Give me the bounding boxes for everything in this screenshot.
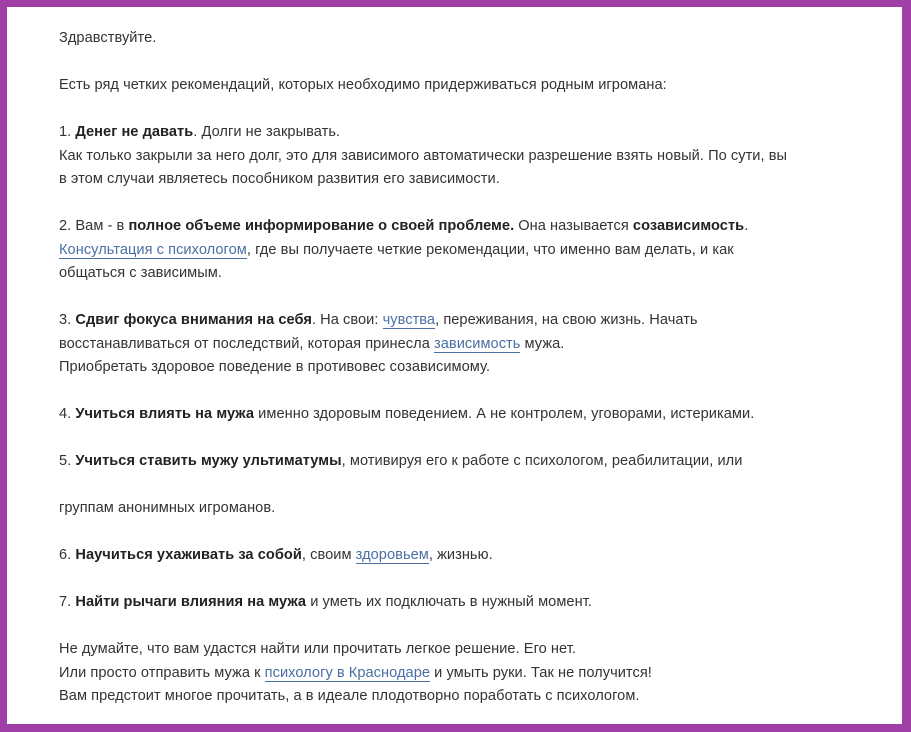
closing-paragraph	[59, 638, 859, 709]
spacer	[59, 380, 859, 404]
rec-1-heading: Денег не давать	[75, 124, 194, 140]
health-link[interactable]: здоровьем	[355, 547, 429, 563]
spacer	[59, 474, 859, 498]
recommendation-2	[59, 215, 859, 286]
article-body	[59, 27, 859, 709]
rec-6-number: 6.	[59, 547, 76, 563]
spacer	[59, 51, 859, 75]
rec-1-number: 1.	[59, 124, 76, 140]
greeting: Здравствуйте.	[59, 30, 157, 46]
rec-1-line-2: Как только закрыли за него долг, это для зависимого автоматически разрешение взять новый. По сути, вы	[59, 147, 788, 164]
rec-3-line-2	[59, 333, 859, 357]
rec-3-heading: Сдвиг фокуса внимания на себя	[75, 312, 312, 328]
rec-6-text-a: , своим	[301, 547, 356, 563]
rec-6-text-b: , жизнью.	[428, 547, 493, 563]
closing-text-b: и умыть руки. Так не получится!	[430, 664, 652, 681]
rec-4-number: 4.	[59, 406, 76, 422]
spacer	[59, 521, 859, 545]
rec-1-text: . Долги не закрывать.	[193, 124, 341, 140]
closing-line-3: Вам предстоит многое прочитать, а в идеале плодотворно поработать с психологом.	[59, 688, 640, 704]
rec-2-text: Она называется	[514, 218, 633, 234]
intro-paragraph: Есть ряд четких рекомендаций, которых необходимо придерживаться родным игромана:	[59, 77, 667, 93]
rec-5-line-2: группам анонимных игроманов.	[59, 500, 276, 516]
rec-5-number: 5.	[59, 453, 76, 469]
spacer	[59, 98, 859, 122]
rec-3-text-c: восстанавливаться от последствий, которая принесла	[59, 335, 434, 352]
spacer	[59, 615, 859, 639]
rec-1-line-3: в этом случаи являетесь пособником развития его зависимости.	[59, 171, 500, 187]
closing-text-a: Или просто отправить мужа к	[59, 664, 265, 681]
closing-line-1: Не думайте, что вам удастся найти или прочитать легкое решение. Его нет.	[59, 641, 576, 657]
recommendation-6	[59, 544, 859, 568]
rec-6-heading: Научиться ухаживать за собой	[75, 547, 302, 563]
rec-2-line-2	[59, 239, 859, 263]
spacer	[59, 192, 859, 216]
rec-5-heading: Учиться ставить мужу ультиматумы	[75, 453, 342, 469]
feelings-link[interactable]: чувства	[382, 312, 436, 328]
rec-3-text-b: , переживания, на свою жизнь. Начать	[435, 312, 698, 328]
spacer	[59, 427, 859, 451]
rec-7-text: и уметь их подключать в нужный момент.	[306, 594, 592, 610]
recommendation-7	[59, 591, 859, 615]
rec-7-number: 7.	[59, 594, 76, 610]
rec-2-line-1	[59, 215, 859, 239]
consultation-link[interactable]: Консультация с психологом	[59, 241, 247, 258]
rec-2-link-text: , где вы получаете четкие рекомендации, что именно вам делать, и как	[246, 241, 734, 258]
rec-4-text: именно здоровым поведением. А не контролем, уговорами, истериками.	[254, 406, 755, 422]
rec-2-heading: полное объеме информирование о своей проблеме.	[128, 218, 515, 234]
rec-2-number: 2. Вам - в	[59, 218, 129, 234]
rec-4-heading: Учиться влиять на мужа	[75, 406, 255, 422]
spacer	[59, 568, 859, 592]
rec-3-line-3: Приобретать здоровое поведение в противовес созависимому.	[59, 359, 491, 375]
recommendation-4	[59, 403, 859, 427]
rec-3-line-1	[59, 309, 859, 333]
rec-2-period: .	[744, 218, 749, 234]
rec-3-number: 3.	[59, 312, 76, 328]
rec-2-term: созависимость	[632, 218, 745, 234]
rec-3-text-a: . На свои:	[311, 312, 383, 328]
spacer	[59, 286, 859, 310]
rec-2-line-3: общаться с зависимым.	[59, 265, 222, 281]
rec-5-text: , мотивируя его к работе с психологом, реабилитации, или	[341, 453, 743, 469]
recommendation-1	[59, 121, 859, 192]
addiction-link[interactable]: зависимость	[434, 335, 521, 352]
psychologist-krasnodar-link[interactable]: психологу в Краснодаре	[264, 664, 431, 681]
rec-3-text-d: мужа.	[520, 335, 565, 352]
closing-line-2	[59, 662, 859, 686]
rec-7-heading: Найти рычаги влияния на мужа	[75, 594, 307, 610]
recommendation-3	[59, 309, 859, 380]
rec-1-line-1	[59, 121, 859, 145]
recommendation-5	[59, 450, 859, 474]
